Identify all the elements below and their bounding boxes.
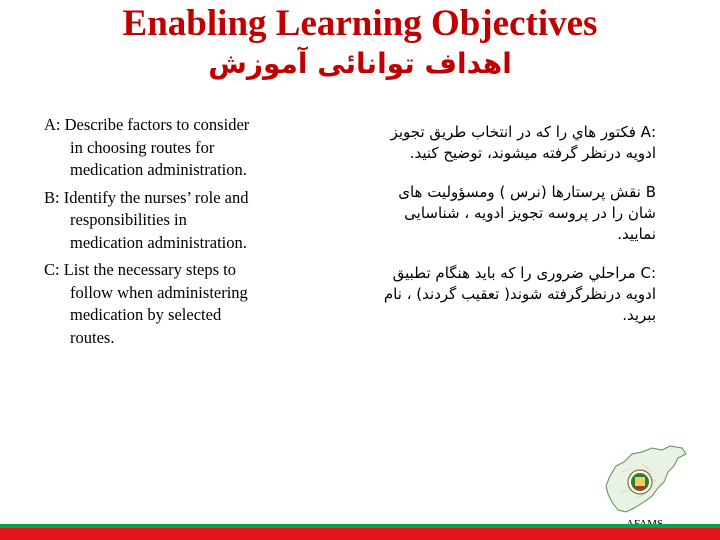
afghanistan-map-emblem-icon	[602, 442, 688, 518]
english-objectives-list	[44, 114, 254, 354]
footer-red-stripe	[0, 528, 720, 540]
persian-objectives-list	[374, 122, 656, 344]
objective-b-persian: B نقش پرستارها (نرس ) ومسؤولیت های شان را در پروسه تجویز ادویه ، شناسایی نمایید.	[398, 183, 656, 243]
objective-a-persian: :A فکتور هاي را که در انتخاب طریق تجویز ادویه درنظر گرفته میشوند، توضیح کنید.	[390, 123, 656, 162]
objective-a-english: A: Describe factors to consider in choosing routes for medication administration.	[44, 115, 250, 179]
slide-subtitle: اهداف توانائی آموزش	[208, 47, 512, 80]
slide-title: Enabling Learning Objectives	[122, 3, 598, 44]
objective-b-english: B: Identify the nurses’ role and responsibilities in medication administration.	[44, 187, 249, 252]
objective-c-persian: :C مراحلي ضروری را که باید هنگام تطبیق ادویه درنظرگرفته شوند( تعقیب گردند) ، نام ببرید.	[383, 264, 656, 324]
objective-c-english: C: List the necessary steps to follow when administering medication by selected routes.	[44, 260, 248, 347]
